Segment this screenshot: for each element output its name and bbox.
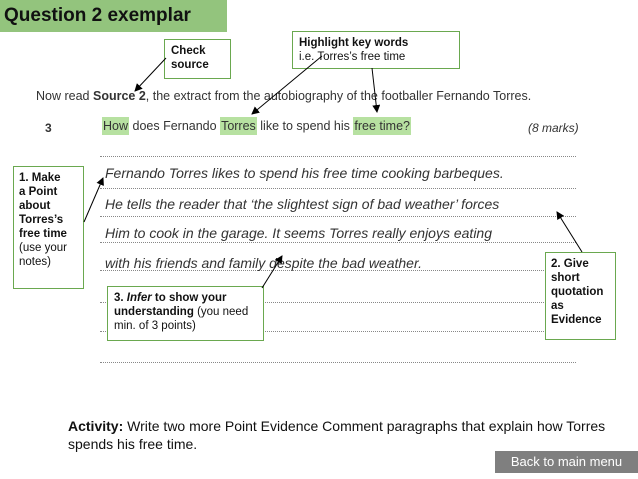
infer-prefix: 3. xyxy=(114,292,127,304)
answer-line-2: He tells the reader that ‘the slightest sign of bad weather’ forces xyxy=(105,196,500,212)
activity-text: Write two more Point Evidence Comment paragraphs that explain how Torres spends his free time. xyxy=(68,418,606,452)
callout-line: about xyxy=(19,200,51,212)
callout-line: 2. Give xyxy=(551,258,589,270)
callout-line: (use your xyxy=(19,242,67,254)
source-pre: Now read xyxy=(36,89,93,103)
arrow-check-source xyxy=(135,58,166,91)
arrow-infer xyxy=(262,256,282,288)
activity-label: Activity: xyxy=(68,418,124,434)
highlight-torres: Torres xyxy=(221,119,256,133)
source-post: , the extract from the autobiography of the footballer Fernando Torres. xyxy=(145,89,532,103)
callout-line: notes) xyxy=(19,256,51,268)
question-part: does Fernando xyxy=(129,119,221,133)
page-title: Question 2 exemplar xyxy=(0,0,227,32)
activity-instruction xyxy=(68,417,613,453)
callout-line: as xyxy=(551,300,564,312)
answer-line-3: Him to cook in the garage. It seems Torres really enjoys eating xyxy=(105,225,493,241)
highlight-free-time: free time? xyxy=(354,119,410,133)
question-part: like to spend his xyxy=(256,119,354,133)
highlight-how: How xyxy=(103,119,129,133)
back-to-main-menu-button[interactable]: Back to main menu xyxy=(495,451,638,473)
answer-line-1: Fernando Torres likes to spend his free time cooking barbeques. xyxy=(105,165,504,181)
callout-line: source xyxy=(171,59,209,71)
callout-line: 1. Make xyxy=(19,172,61,184)
source-bold: Source 2 xyxy=(92,89,146,103)
arrow-quotation xyxy=(557,212,582,252)
question-marks: (8 marks) xyxy=(528,121,579,135)
callout-line: Evidence xyxy=(551,314,602,326)
arrow-highlight-free-time xyxy=(372,68,377,112)
infer-bold: to show your understanding xyxy=(114,292,227,318)
callout-line: a Point xyxy=(19,186,58,198)
callout-line: short xyxy=(551,272,580,284)
arrow-highlight-torres xyxy=(252,56,322,114)
infer-normal: (you need min. of 3 points) xyxy=(114,306,249,332)
callout-line: Check xyxy=(171,45,206,57)
callout-heading: Highlight key words xyxy=(299,37,409,49)
callout-line: quotation xyxy=(551,286,604,298)
arrow-make-point xyxy=(84,178,103,222)
callout-line: Torres’s xyxy=(19,214,64,226)
infer-emphasis: Infer xyxy=(126,292,152,304)
answer-line-4: with his friends and family despite the bad weather. xyxy=(105,255,422,271)
callout-line: free time xyxy=(19,228,67,240)
callout-text: i.e. Torres’s free time xyxy=(299,51,406,63)
question-number: 3 xyxy=(45,121,52,135)
